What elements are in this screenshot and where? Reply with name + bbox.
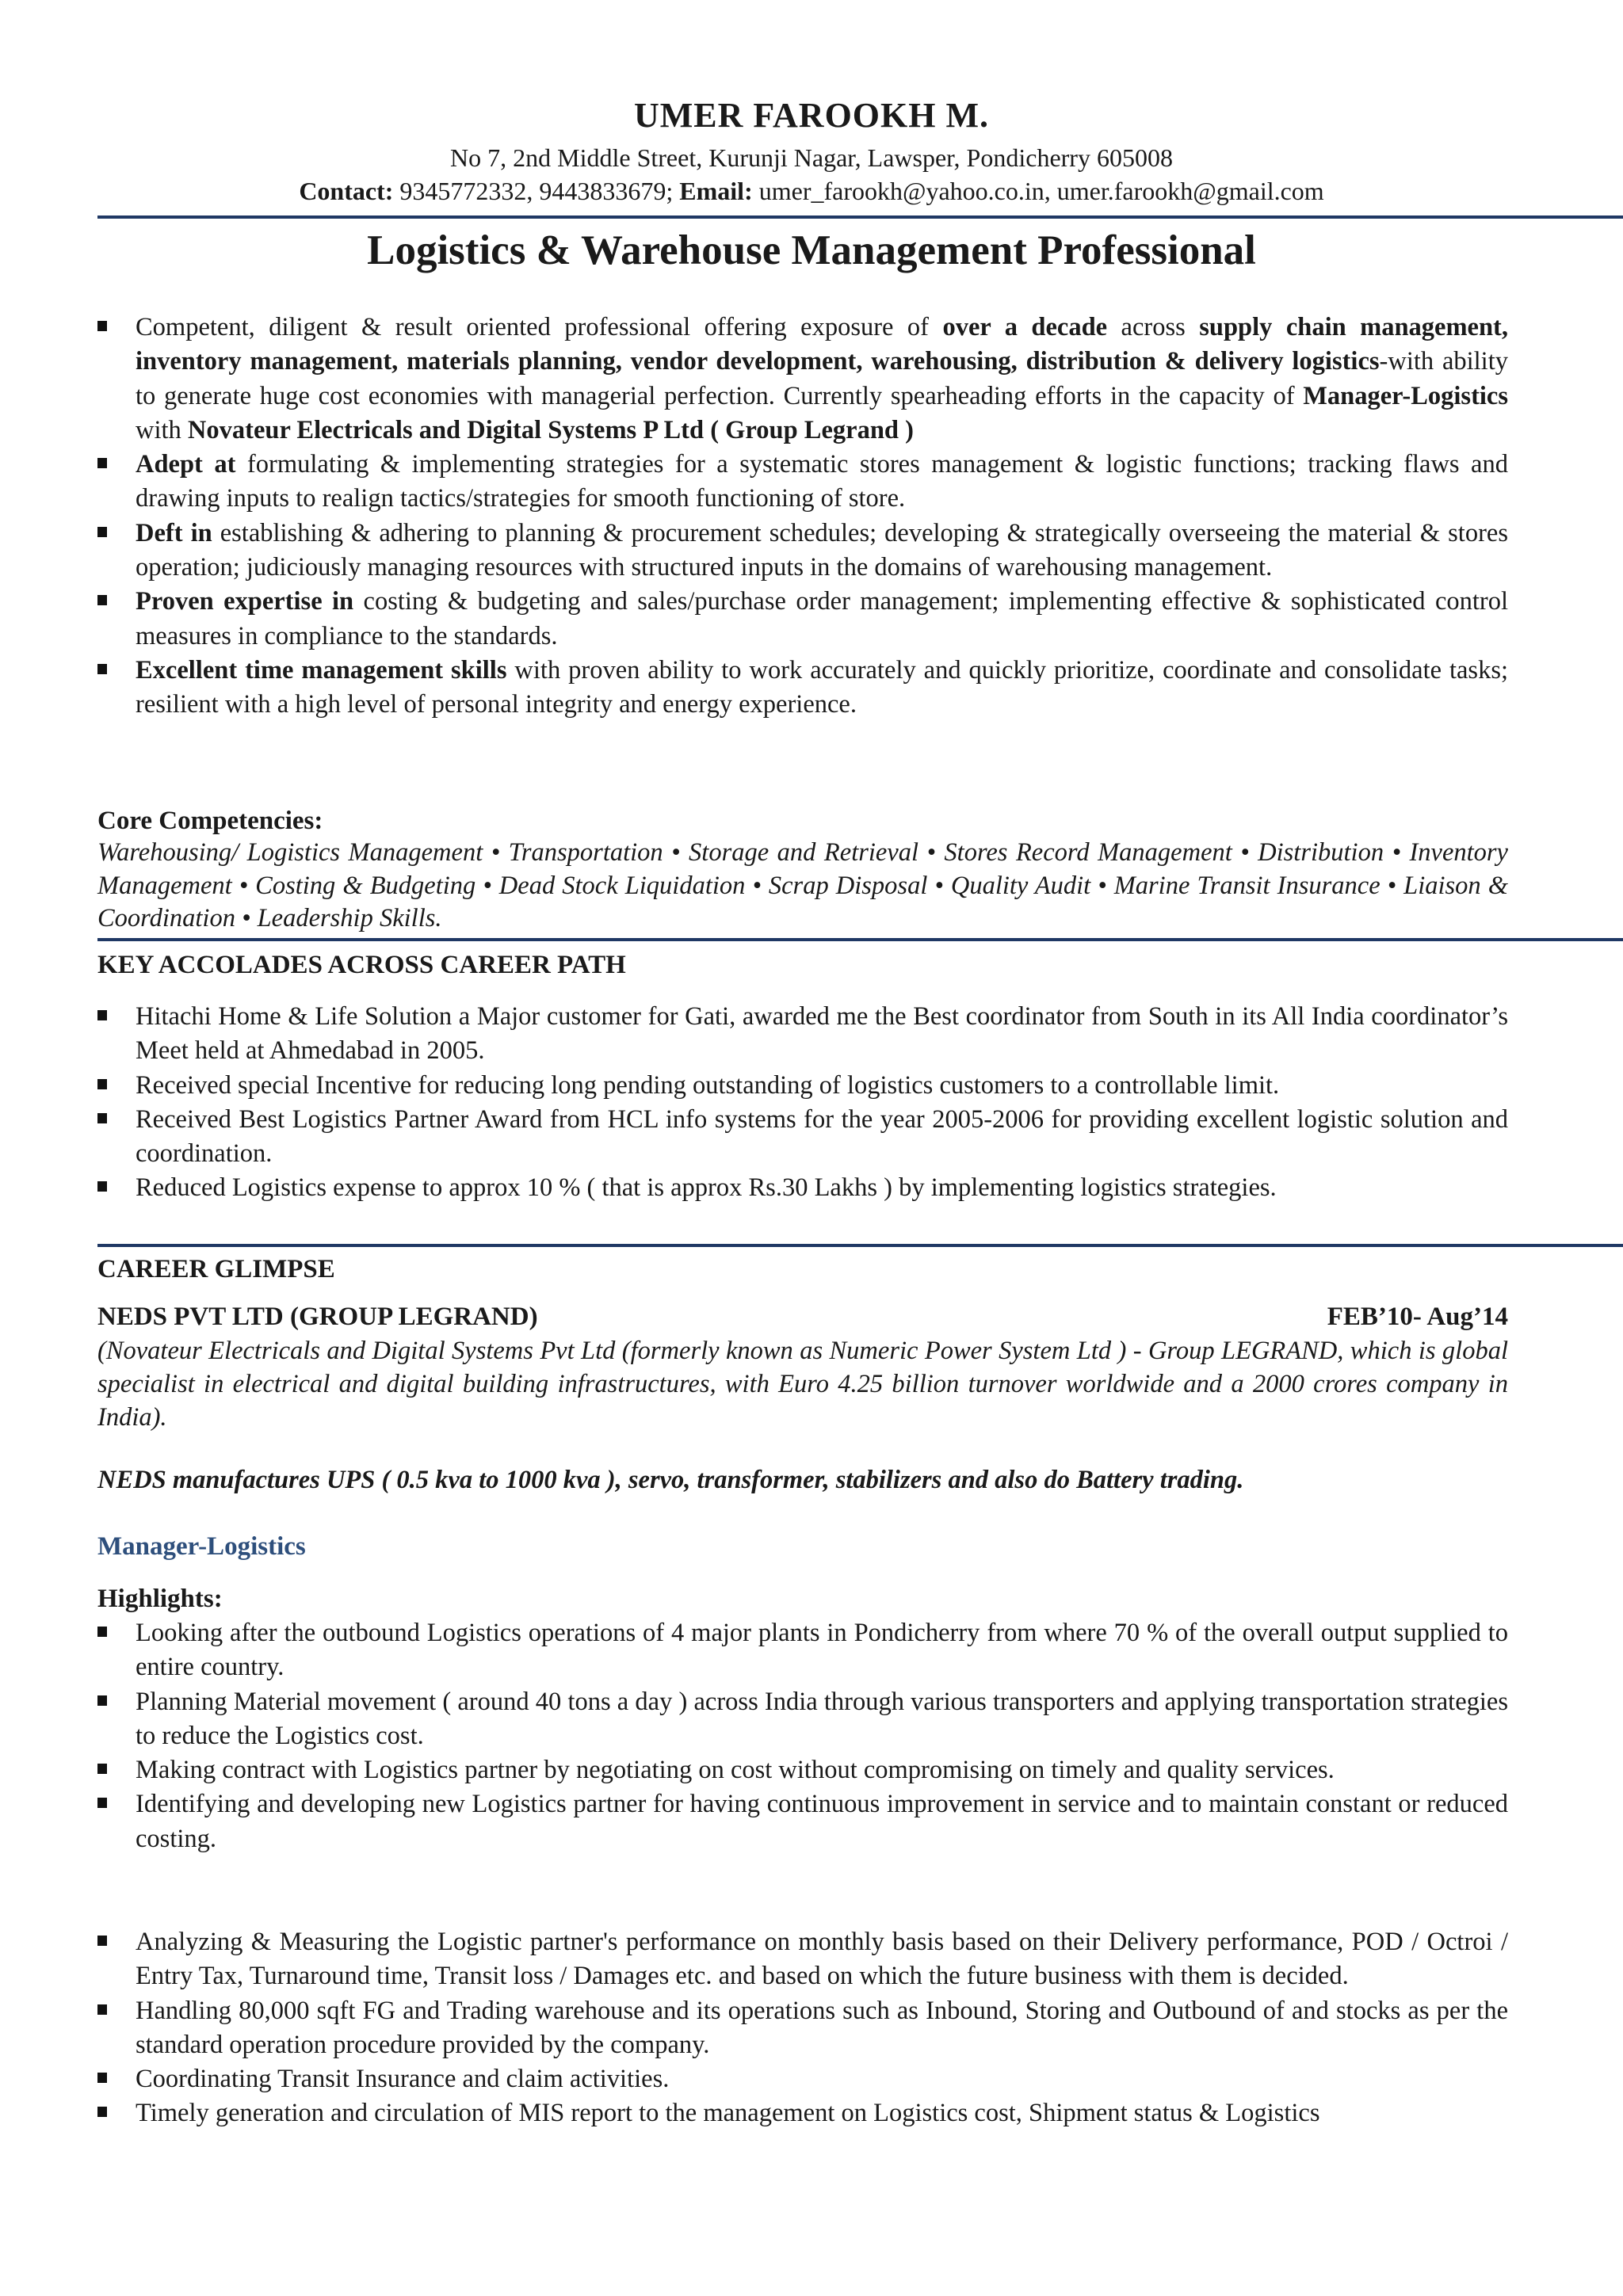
square-bullet-icon (97, 2107, 107, 2117)
summary-list (97, 311, 1508, 723)
summary-text: across (1107, 313, 1200, 341)
square-bullet-icon (97, 1695, 107, 1706)
accolade-item (97, 1171, 1508, 1205)
highlight-item (97, 2062, 1508, 2096)
summary-item (97, 448, 1508, 517)
highlight-item (97, 1925, 1508, 1994)
summary-emphasis: Adept at (136, 450, 236, 479)
square-bullet-icon (97, 1181, 107, 1192)
square-bullet-icon (97, 458, 107, 468)
square-bullet-icon (97, 1010, 107, 1020)
summary-item (97, 517, 1508, 585)
square-bullet-icon (97, 2073, 107, 2083)
square-bullet-icon (97, 1764, 107, 1774)
summary-emphasis: supply chain management, inventory management, materials planning, vendor development, warehousing, distribution & delivery logistics (136, 313, 1508, 376)
square-bullet-icon (97, 1798, 107, 1808)
highlight-item (97, 1685, 1508, 1754)
summary-text: formulating & implementing strategies for a systematic stores management & logistic functions; tracking flaws and drawing inputs to realign tactics/strategies for smooth functioning of store. (136, 450, 1508, 513)
summary-emphasis: Novateur Electricals and Digital Systems P Ltd ( Group Legrand ) (187, 415, 914, 444)
accolade-item-text: Hitachi Home & Life Solution a Major customer for Gati, awarded me the Best coordinator from South in its All India coordinator’s Meet held at Ahmedabad in 2005. (136, 1002, 1508, 1066)
accolade-item-text: Reduced Logistics expense to approx 10 % ( that is approx Rs.30 Lakhs ) by implementing logistics strategies. (136, 1173, 1277, 1203)
summary-item (97, 585, 1508, 654)
summary-text: costing & budgeting and sales/purchase order management; implementing effective & sophisticated control measures in compliance to the standards. (136, 587, 1509, 650)
highlight-item-text: Coordinating Transit Insurance and claim activities. (136, 2065, 670, 2094)
job-dates: FEB’10- Aug’14 (1327, 1302, 1508, 1331)
highlights-heading: Highlights: (97, 1585, 223, 1613)
summary-emphasis: Excellent time management skills (136, 655, 507, 685)
highlight-item (97, 1994, 1508, 2063)
highlight-item (97, 2096, 1508, 2130)
highlights-list-a (97, 1616, 1508, 1856)
accolade-item-text: Received special Incentive for reducing long pending outstanding of logistics customers to a controllable limit. (136, 1070, 1280, 1100)
highlight-item-text: Analyzing & Measuring the Logistic partner's performance on monthly basis based on their Delivery performance, POD / Octroi / Entry Tax, Turnaround time, Transit loss / Damages etc. and based on which the future business with them is decided. (136, 1928, 1508, 1991)
accolades-divider (97, 938, 1623, 941)
square-bullet-icon (97, 1627, 107, 1637)
square-bullet-icon (97, 664, 107, 674)
summary-item (97, 311, 1508, 448)
summary-text: with (136, 415, 188, 444)
career-heading: CAREER GLIMPSE (97, 1255, 335, 1283)
accolade-item (97, 1000, 1508, 1069)
summary-emphasis: Manager-Logistics (1303, 381, 1508, 410)
highlight-item (97, 1753, 1508, 1787)
contact-emails: umer_farookh@yahoo.co.in, umer.farookh@gmail.com (752, 177, 1324, 205)
company-products-note: NEDS manufactures UPS ( 0.5 kva to 1000 kva ), servo, transformer, stabilizers and also do Battery trading. (97, 1466, 1244, 1494)
core-competencies-heading: Core Competencies: (97, 807, 323, 835)
square-bullet-icon (97, 1113, 107, 1123)
accolade-item-text: Received Best Logistics Partner Award from HCL info systems for the year 2005-2006 for providing excellent logistic solution and coordination. (136, 1104, 1508, 1169)
summary-emphasis: Proven expertise in (136, 587, 354, 616)
address: No 7, 2nd Middle Street, Kurunji Nagar, Lawsper, Pondicherry 605008 (450, 143, 1173, 172)
career-divider (97, 1244, 1623, 1247)
square-bullet-icon (97, 321, 107, 331)
candidate-name: UMER FAROOKH M. (633, 96, 990, 135)
accolade-item (97, 1103, 1508, 1172)
square-bullet-icon (97, 2004, 107, 2015)
highlight-item-text: Looking after the outbound Logistics operations of 4 major plants in Pondicherry from where 70 % of the overall output supplied to entire country. (136, 1619, 1508, 1682)
accolade-item (97, 1069, 1508, 1103)
summary-emphasis: over a decade (942, 313, 1108, 341)
highlight-item-text: Timely generation and circulation of MIS report to the management on Logistics cost, Shipment status & Logistics (136, 2099, 1320, 2128)
square-bullet-icon (97, 1079, 107, 1089)
summary-text: -with ability to generate huge cost economies with managerial perfection. Currently spearheading efforts in the capacity of (136, 347, 1508, 410)
company-name: NEDS PVT LTD (GROUP LEGRAND) (97, 1302, 538, 1331)
email-label: Email: (679, 177, 753, 205)
highlight-item-text: Identifying and developing new Logistics partner for having continuous improvement in service and to maintain constant or reduced costing. (136, 1790, 1508, 1853)
contact-phones: 9345772332, 9443833679; (393, 177, 680, 205)
contact-label: Contact: (299, 177, 394, 205)
company-description: (Novateur Electricals and Digital Systems Pvt Ltd (formerly known as Numeric Power System Ltd ) - Group LEGRAND, which is global specialist in electrical and digital building infrastructures, with Euro 4.25 billion turnover worldwide and a 2000 crores company in India). (97, 1337, 1508, 1432)
square-bullet-icon (97, 527, 107, 537)
job-role: Manager-Logistics (97, 1532, 306, 1561)
summary-item (97, 654, 1508, 723)
header-divider (97, 215, 1623, 219)
summary-text: with proven ability to work accurately and quickly prioritize, coordinate and consolidate tasks; resilient with a high level of personal integrity and energy experience. (136, 655, 1509, 719)
summary-emphasis: Deft in (136, 518, 212, 547)
highlight-item-text: Handling 80,000 sqft FG and Trading warehouse and its operations such as Inbound, Storing and Outbound of and stocks as per the standard operation procedure provided by the company. (136, 1996, 1508, 2059)
core-competencies-text: Warehousing/ Logistics Management • Transportation • Storage and Retrieval • Stores Record Management • Distribution • Inventory Management • Costing & Budgeting • Dead Stock Liquidation • Scrap Disposal • Quality Audit • Marine Transit Insurance • Liaison & Coordination • Leadership Skills. (97, 838, 1508, 933)
highlight-item-text: Making contract with Logistics partner by negotiating on cost without compromising on timely and quality services. (136, 1756, 1335, 1785)
professional-headline: Logistics & Warehouse Management Professional (367, 227, 1256, 273)
highlight-item (97, 1616, 1508, 1685)
highlights-list-b (97, 1925, 1508, 2131)
accolades-heading: KEY ACCOLADES ACROSS CAREER PATH (97, 951, 626, 979)
job-header (97, 1299, 1508, 1334)
summary-text: Competent, diligent & result oriented professional offering exposure of (136, 313, 943, 341)
highlight-item-text: Planning Material movement ( around 40 tons a day ) across India through various transporters and applying transportation strategies to reduce the Logistics cost. (136, 1687, 1508, 1750)
summary-text: establishing & adhering to planning & procurement schedules; developing & strategically overseeing the material & stores operation; judiciously managing resources with structured inputs in the domains of warehousing management. (136, 518, 1508, 582)
highlight-item (97, 1787, 1508, 1856)
contact-line (0, 174, 1623, 208)
square-bullet-icon (97, 1936, 107, 1946)
square-bullet-icon (97, 595, 107, 605)
accolades-list (97, 1000, 1508, 1206)
